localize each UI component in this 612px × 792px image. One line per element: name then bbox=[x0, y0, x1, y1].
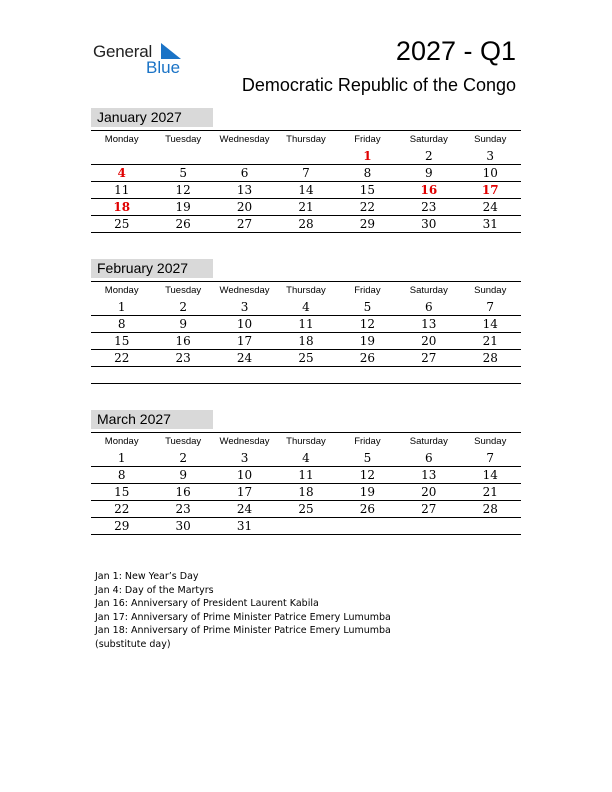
day-cell: 11 bbox=[298, 317, 314, 331]
day-cell: 1 bbox=[363, 149, 372, 163]
day-cell: 9 bbox=[179, 317, 187, 331]
country-title: Democratic Republic of the Congo bbox=[241, 75, 516, 95]
week-row bbox=[91, 350, 521, 367]
day-cell: 15 bbox=[114, 485, 130, 499]
day-cell: 16 bbox=[420, 183, 438, 197]
day-cell bbox=[214, 367, 275, 383]
day-cell: 13 bbox=[421, 468, 437, 482]
day-cell: 22 bbox=[114, 351, 130, 365]
day-cell: 24 bbox=[236, 351, 253, 365]
holiday-note: Jan 18: Anniversary of Prime Minister Patrice Emery Lumumba bbox=[95, 625, 391, 636]
generalblue-logo bbox=[93, 40, 193, 80]
weekday-label: Tuesday bbox=[165, 134, 202, 145]
day-cell: 18 bbox=[113, 200, 131, 214]
day-cell bbox=[337, 367, 398, 383]
day-cell: 8 bbox=[363, 166, 372, 180]
logo-triangle-icon bbox=[161, 43, 181, 59]
day-cell: 28 bbox=[482, 502, 498, 516]
day-cell bbox=[398, 518, 459, 534]
day-cell: 7 bbox=[302, 166, 310, 180]
day-cell: 29 bbox=[359, 217, 376, 231]
weekday-label: Wednesday bbox=[219, 285, 270, 296]
day-cell: 21 bbox=[482, 334, 498, 348]
holiday-note: Jan 17: Anniversary of Prime Minister Patrice Emery Lumumba bbox=[95, 611, 391, 623]
day-cell: 21 bbox=[298, 200, 314, 214]
month-block bbox=[91, 410, 521, 535]
week-row bbox=[91, 484, 521, 501]
week-row bbox=[91, 216, 521, 233]
logo-general-text: General bbox=[93, 42, 153, 61]
weekday-label: Sunday bbox=[474, 436, 507, 447]
day-cell: 3 bbox=[240, 300, 249, 314]
day-cell: 19 bbox=[175, 200, 191, 214]
weekday-label: Saturday bbox=[409, 436, 448, 447]
day-cell: 19 bbox=[359, 485, 376, 499]
day-cell: 17 bbox=[481, 183, 499, 197]
day-cell: 24 bbox=[482, 200, 498, 214]
day-cell: 26 bbox=[175, 217, 191, 231]
weekday-header-row bbox=[91, 282, 521, 299]
week-row bbox=[91, 148, 521, 165]
day-cell: 23 bbox=[421, 200, 437, 214]
weekday-label: Sunday bbox=[474, 285, 507, 296]
weekday-label: Tuesday bbox=[165, 436, 202, 447]
week-row bbox=[91, 501, 521, 518]
holiday-note: Jan 4: Day of the Martyrs bbox=[95, 584, 214, 596]
day-cell: 2 bbox=[179, 300, 187, 314]
day-cell: 15 bbox=[359, 183, 376, 197]
day-cell: 28 bbox=[298, 217, 314, 231]
weekday-label: Wednesday bbox=[219, 436, 270, 447]
day-cell: 25 bbox=[298, 351, 314, 365]
week-row bbox=[91, 467, 521, 484]
weekday-label: Sunday bbox=[474, 134, 507, 145]
week-row bbox=[91, 450, 521, 467]
day-cell: 20 bbox=[421, 334, 437, 348]
holiday-note: Jan 16: Anniversary of President Laurent Kabila bbox=[95, 598, 319, 609]
day-cell: 27 bbox=[421, 351, 437, 365]
weekday-label: Monday bbox=[104, 436, 139, 447]
day-cell: 27 bbox=[236, 217, 253, 231]
day-cell: 4 bbox=[302, 300, 310, 314]
weekday-label: Thursday bbox=[286, 134, 326, 145]
logo-blue-text: Blue bbox=[146, 58, 181, 77]
weekday-label: Friday bbox=[354, 134, 381, 145]
weekday-label: Thursday bbox=[286, 285, 326, 296]
day-cell: 26 bbox=[359, 351, 376, 365]
day-cell: 26 bbox=[359, 502, 376, 516]
day-cell bbox=[91, 148, 152, 164]
day-cell: 11 bbox=[298, 468, 314, 482]
weekday-label: Wednesday bbox=[219, 134, 270, 145]
day-cell: 2 bbox=[179, 451, 187, 465]
month-label: February 2027 bbox=[91, 259, 213, 278]
day-cell: 23 bbox=[175, 351, 191, 365]
weekday-label: Friday bbox=[354, 285, 381, 296]
day-cell: 20 bbox=[236, 200, 253, 214]
day-cell: 16 bbox=[175, 334, 191, 348]
weekday-header-row bbox=[91, 131, 521, 148]
quarter-title: 2027 - Q1 bbox=[395, 36, 516, 66]
day-cell: 3 bbox=[240, 451, 249, 465]
holiday-note: (substitute day) bbox=[95, 638, 171, 650]
day-cell bbox=[152, 367, 213, 383]
day-cell bbox=[460, 518, 521, 534]
day-cell: 22 bbox=[114, 502, 130, 516]
day-cell: 27 bbox=[421, 502, 437, 516]
week-row bbox=[91, 367, 521, 384]
day-cell: 22 bbox=[359, 200, 376, 214]
day-cell: 17 bbox=[236, 485, 253, 499]
day-cell: 7 bbox=[486, 451, 495, 465]
week-row bbox=[91, 199, 521, 216]
day-cell: 9 bbox=[179, 468, 187, 482]
day-cell: 5 bbox=[363, 451, 372, 465]
week-row bbox=[91, 299, 521, 316]
day-cell bbox=[214, 148, 275, 164]
day-cell: 14 bbox=[482, 468, 498, 482]
day-cell: 1 bbox=[117, 451, 126, 465]
day-cell: 10 bbox=[236, 317, 253, 331]
day-cell: 25 bbox=[298, 502, 314, 516]
weekday-label: Saturday bbox=[409, 285, 448, 296]
month-label: March 2027 bbox=[91, 410, 213, 429]
month-label: January 2027 bbox=[91, 108, 213, 127]
day-cell bbox=[398, 367, 459, 383]
weekday-label: Friday bbox=[354, 436, 381, 447]
day-cell: 17 bbox=[236, 334, 253, 348]
day-cell: 25 bbox=[114, 217, 130, 231]
day-cell: 18 bbox=[298, 485, 314, 499]
week-row bbox=[91, 182, 521, 199]
day-cell bbox=[275, 367, 336, 383]
day-cell: 4 bbox=[302, 451, 310, 465]
day-cell: 31 bbox=[236, 519, 253, 533]
holiday-notes bbox=[95, 570, 391, 651]
day-cell: 14 bbox=[482, 317, 498, 331]
day-cell: 6 bbox=[425, 451, 433, 465]
day-cell bbox=[91, 367, 152, 383]
day-cell: 10 bbox=[482, 166, 498, 180]
weekday-label: Saturday bbox=[409, 134, 448, 145]
day-cell: 2 bbox=[425, 149, 433, 163]
day-cell: 10 bbox=[236, 468, 253, 482]
weekday-label: Monday bbox=[104, 134, 139, 145]
day-cell: 8 bbox=[117, 317, 126, 331]
day-cell: 11 bbox=[114, 183, 130, 197]
day-cell: 12 bbox=[359, 317, 376, 331]
day-cell: 4 bbox=[117, 166, 126, 180]
day-cell: 16 bbox=[175, 485, 191, 499]
day-cell bbox=[275, 518, 336, 534]
day-cell: 12 bbox=[359, 468, 376, 482]
day-cell: 23 bbox=[175, 502, 191, 516]
day-cell bbox=[460, 367, 521, 383]
day-cell bbox=[152, 148, 213, 164]
day-cell: 8 bbox=[117, 468, 126, 482]
week-row bbox=[91, 165, 521, 182]
weekday-label: Tuesday bbox=[165, 285, 202, 296]
day-cell: 7 bbox=[486, 300, 495, 314]
day-cell: 28 bbox=[482, 351, 498, 365]
month-block bbox=[91, 108, 521, 233]
day-cell: 5 bbox=[179, 166, 187, 180]
day-cell: 13 bbox=[421, 317, 437, 331]
day-cell: 18 bbox=[298, 334, 314, 348]
day-cell: 29 bbox=[114, 519, 130, 533]
day-cell: 15 bbox=[114, 334, 130, 348]
day-cell: 20 bbox=[421, 485, 437, 499]
weekday-label: Monday bbox=[104, 285, 139, 296]
day-cell: 31 bbox=[482, 217, 498, 231]
day-cell: 6 bbox=[240, 166, 249, 180]
day-cell: 30 bbox=[421, 217, 437, 231]
day-cell: 21 bbox=[482, 485, 498, 499]
day-cell: 24 bbox=[236, 502, 253, 516]
weekday-label: Thursday bbox=[286, 436, 326, 447]
holiday-note: Jan 1: New Year’s Day bbox=[95, 571, 199, 582]
day-cell: 13 bbox=[236, 183, 253, 197]
day-cell bbox=[337, 518, 398, 534]
month-block bbox=[91, 259, 521, 384]
day-cell: 30 bbox=[175, 519, 191, 533]
day-cell: 3 bbox=[486, 149, 495, 163]
day-cell: 14 bbox=[298, 183, 314, 197]
week-row bbox=[91, 333, 521, 350]
day-cell: 5 bbox=[363, 300, 372, 314]
day-cell: 6 bbox=[425, 300, 433, 314]
day-cell: 9 bbox=[425, 166, 433, 180]
day-cell bbox=[275, 148, 336, 164]
week-row bbox=[91, 518, 521, 535]
day-cell: 19 bbox=[359, 334, 376, 348]
day-cell: 1 bbox=[117, 300, 126, 314]
weekday-header-row bbox=[91, 433, 521, 450]
week-row bbox=[91, 316, 521, 333]
day-cell: 12 bbox=[175, 183, 191, 197]
